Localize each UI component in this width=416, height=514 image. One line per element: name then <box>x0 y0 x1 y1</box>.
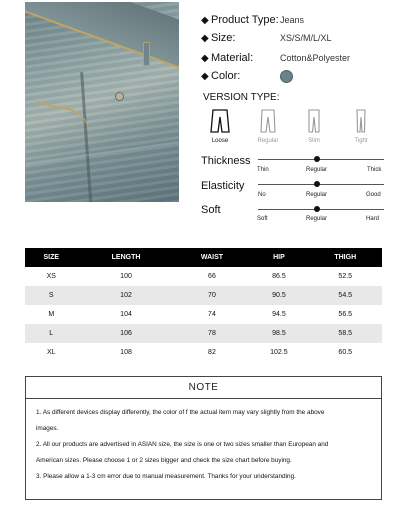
note-line: images. <box>36 425 59 432</box>
cell-hip: 90.5 <box>249 286 308 305</box>
note-line: 2. All our products are advertised in ASIAN size, the size is one or two sizes smaller than European and <box>36 441 329 448</box>
spec-value: XS/S/M/L/XL <box>280 33 332 43</box>
bullet-icon: ◆ <box>201 52 209 64</box>
cell-hip: 86.5 <box>272 273 286 280</box>
cell-waist: 66 <box>208 273 216 280</box>
note-line: American sizes. Please choose 1 or 2 sizes bigger and check the size chart before buying. <box>36 457 292 464</box>
spec-material <box>201 50 350 66</box>
scale-label-high: Hard <box>366 216 380 222</box>
loose-pants-icon <box>209 108 231 134</box>
note-title: NOTE <box>26 377 381 399</box>
table-row <box>25 267 382 286</box>
cell-length: 100 <box>120 273 132 280</box>
spec-label: Material: <box>211 52 254 64</box>
cell-size: XL <box>46 349 56 356</box>
cell-size: M <box>48 311 55 318</box>
spec-size <box>201 30 332 46</box>
scale-track <box>258 184 384 185</box>
cell-length: 108 <box>120 349 132 356</box>
scale-marker[interactable] <box>314 156 320 162</box>
note-line: 1. As different devices display differently, the color of f the actual item may vary slightly from the above <box>36 409 325 416</box>
bullet-icon: ◆ <box>201 14 209 26</box>
spec-label: Color: <box>211 70 241 82</box>
note-body <box>26 399 381 485</box>
scale-track <box>258 159 384 160</box>
header-length: LENGTH <box>77 248 174 267</box>
product-photo <box>25 2 179 202</box>
scale-label-high: Thick <box>367 167 382 173</box>
cell-waist: 78 <box>175 324 250 343</box>
color-swatch[interactable] <box>280 70 293 83</box>
spec-product-type <box>201 12 304 28</box>
header-thigh: THIGH <box>308 248 382 267</box>
cell-length: 102 <box>77 286 174 305</box>
header-size: SIZE <box>25 248 77 267</box>
note-box <box>25 376 382 500</box>
fit-tight[interactable] <box>339 108 383 144</box>
cell-waist: 82 <box>208 349 216 356</box>
header-hip: HIP <box>249 248 308 267</box>
cell-thigh: 52.5 <box>338 273 353 280</box>
regular-pants-icon <box>257 108 279 134</box>
fit-slim[interactable] <box>292 108 336 144</box>
cell-length: 106 <box>77 324 174 343</box>
size-table-header <box>25 248 382 267</box>
scale-track <box>258 209 384 210</box>
table-row <box>25 286 382 305</box>
fit-loose[interactable] <box>198 108 242 144</box>
cell-thigh: 54.5 <box>308 286 382 305</box>
table-row <box>25 305 382 324</box>
bullet-icon: ◆ <box>201 32 209 44</box>
slim-pants-icon <box>303 108 325 134</box>
cell-length: 104 <box>120 311 132 318</box>
tight-pants-icon <box>350 108 372 134</box>
table-row <box>25 343 382 362</box>
cell-size: XS <box>46 273 56 280</box>
scale-label-low: Thin <box>257 167 269 173</box>
bullet-icon: ◆ <box>201 70 209 82</box>
version-type-title: VERSION TYPE: <box>203 92 280 103</box>
cell-thigh: 56.5 <box>338 311 353 318</box>
fit-label: Loose <box>211 138 229 144</box>
scale-marker[interactable] <box>314 181 320 187</box>
cell-waist: 70 <box>175 286 250 305</box>
fit-label: Slim <box>308 138 320 144</box>
scale-label-mid: Regular <box>306 216 328 222</box>
scale-title: Soft <box>201 204 221 216</box>
cell-waist: 74 <box>208 311 216 318</box>
fit-regular[interactable] <box>246 108 290 144</box>
cell-hip: 94.5 <box>272 311 286 318</box>
spec-value: Cotton&Polyester <box>280 53 351 63</box>
cell-thigh: 60.5 <box>338 349 353 356</box>
size-table <box>25 248 382 362</box>
fit-label: Regular <box>257 138 279 144</box>
cell-hip: 98.5 <box>249 324 308 343</box>
spec-label: Product Type: <box>211 14 279 26</box>
table-row <box>25 324 382 343</box>
cell-size: S <box>25 286 77 305</box>
scale-label-low: No <box>258 192 266 198</box>
cell-size: L <box>25 324 77 343</box>
spec-value: Jeans <box>280 15 305 25</box>
spec-color <box>201 68 293 84</box>
scale-label-high: Good <box>366 192 381 198</box>
cell-hip: 102.5 <box>270 349 288 356</box>
scale-marker[interactable] <box>314 206 320 212</box>
spec-label: Size: <box>211 32 236 44</box>
scale-label-low: Soft <box>257 216 268 222</box>
cell-thigh: 58.5 <box>308 324 382 343</box>
header-waist: WAIST <box>175 248 250 267</box>
scale-title: Thickness <box>201 155 251 167</box>
note-line: 3. Please allow a 1-3 cm error due to manual measurement. Thanks for your understanding. <box>36 473 296 480</box>
scale-title: Elasticity <box>201 180 245 192</box>
scale-label-mid: Regular <box>306 167 328 173</box>
fit-label: Tight <box>354 138 368 144</box>
scale-label-mid: Regular <box>306 192 328 198</box>
